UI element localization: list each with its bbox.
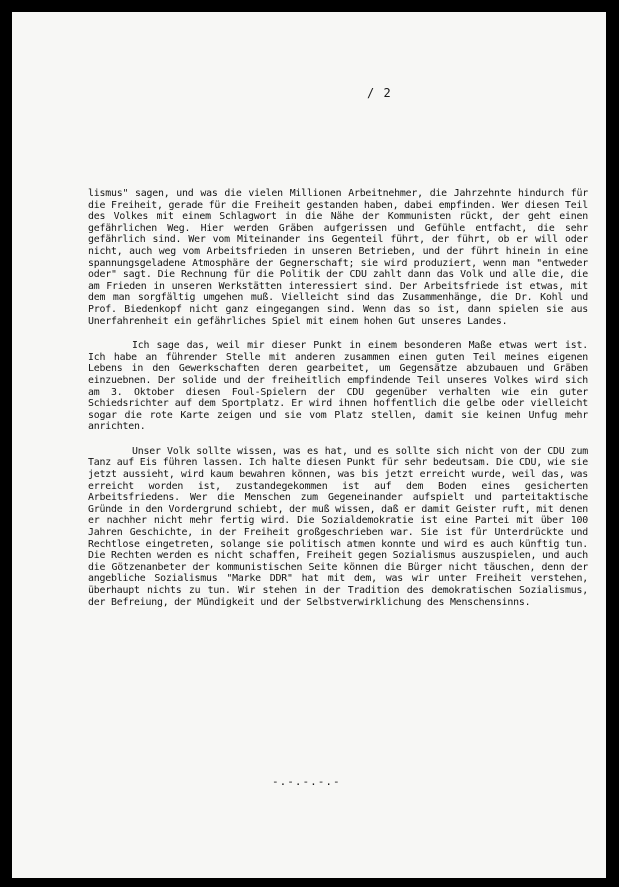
paragraph-3-text: Unser Volk sollte wissen, was es hat, und es sollte sich nicht von der CDU zum Tanz auf Eis führen lassen. Ich halte diesen Punkt für sehr bedeutsam. Die CDU, wie sie jetzt aussieht, wird kaum bewahren können, was bis jetzt erreicht wurde, weil das, was erreicht worden ist, zustandegekommen ist auf dem Boden eines gesicherten Arbeitsfriedens. Wer die Menschen zum Gegeneinander aufspielt und parteitaktische Gründe in den Vordergrund schiebt, der muß wissen, daß er damit Geister ruft, mit denen er nachher nicht mehr fertig wird. Die Sozialdemokratie ist eine Partei mit über 100 Jahren Geschichte, in der Freiheit großgeschrieben war. Sie ist für Unterdrückte und Rechtlose eingetreten, solange sie politisch atmen konnte und wird es auch künftig tun. Die Rechten werden es nicht schaffen, Freiheit gegen Sozialismus auszuspielen, und auch die Götzenanbeter der kommunistischen Seite können die Bürger nicht täuschen, denn der angebliche Sozialismus "Marke DDR" hat mit dem, was wir unter Freiheit verstehen, überhaupt nichts zu tun. Wir stehen in der Tradition des demokratischen Sozialismus, der Befreiung, der Mündigkeit und der Selbstverwirklichung des Menschensinns. — [88, 445, 588, 608]
paragraph-1 — [88, 188, 588, 327]
document-page — [12, 12, 606, 878]
body-text — [88, 188, 588, 621]
paragraph-3 — [88, 446, 588, 608]
end-mark: -.-.-.-.- — [272, 775, 341, 788]
paragraph-1-text: lismus" sagen, und was die vielen Millionen Arbeitnehmer, die Jahrzehnte hindurch für die Freiheit, gerade für die Freiheit gestanden haben, dabei empfinden. Wer diesen Teil des Volkes mit einem Schlagwort in die Nähe der Kommunisten rückt, der geht einen gefährlichen Weg. Hier werden Gräben aufgerissen und Gefühle entfacht, die sehr gefährlich sind. Wer vom Miteinander ins Gegenteil führt, der führt, ob er will oder nicht, auch weg vom Arbeitsfrieden in unseren Betrieben, und der führt hinein in eine spannungsgeladene Atmosphäre der Gegnerschaft; sie wird produziert, wenn man "entweder oder" sagt. Die Rechnung für die Politik der CDU zahlt dann das Volk und alle die, die am Frieden in unseren Werkstätten interessiert sind. Der Arbeitsfriede ist etwas, mit dem man sorgfältig umgehen muß. Vielleicht sind das Zusammenhänge, die Dr. Kohl und Prof. Biedenkopf nicht ganz eingegangen sind. Wenn das so ist, dann spielen sie aus Unerfahrenheit ein gefährliches Spiel mit einem hohen Gut unseres Landes. — [88, 188, 588, 327]
page-number: / 2 — [367, 86, 392, 100]
paragraph-2 — [88, 340, 588, 433]
paragraph-2-text: Ich sage das, weil mir dieser Punkt in einem besonderen Maße etwas wert ist. Ich habe an führender Stelle mit anderen zusammen einen guten Teil meines eigenen Lebens in den Gewerkschaften deren gearbeitet, um Gegensätze abzubauen und Gräben einzuebnen. Der solide und der freiheitlich empfindende Teil unseres Volkes wird sich am 3. Oktober diesen Foul-Spielern der CDU gegenüber verhalten wie ein guter Schiedsrichter auf dem Sportplatz. Er wird ihnen hoffentlich die gelbe oder vielleicht sogar die rote Karte zeigen und sie vom Platz stellen, damit sie keinen Unfug mehr anrichten. — [88, 340, 588, 433]
